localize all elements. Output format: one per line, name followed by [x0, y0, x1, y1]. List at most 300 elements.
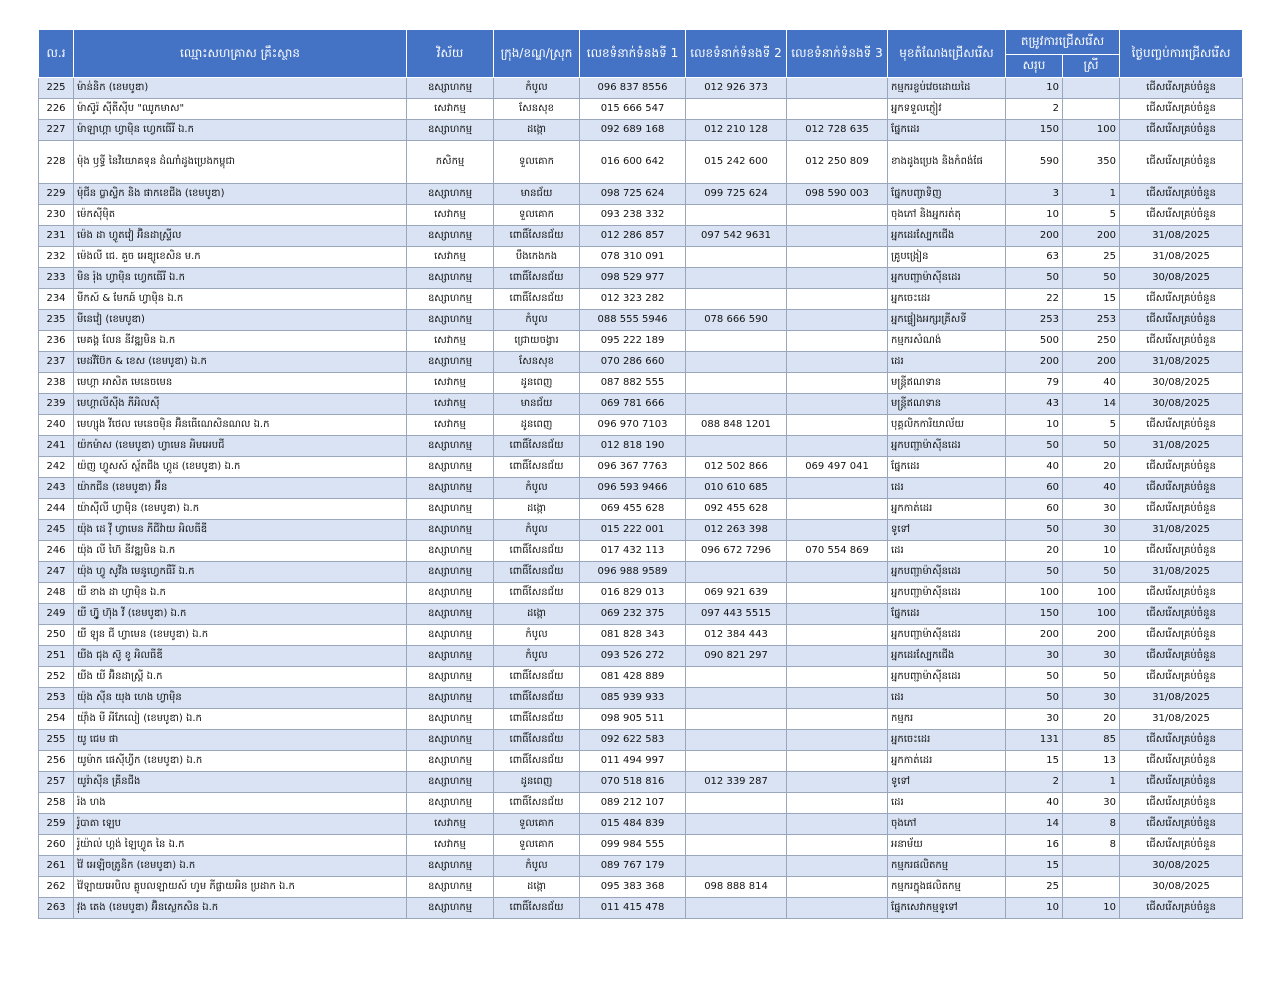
- cell-total: 2: [1006, 772, 1063, 793]
- cell-deadline: 31/08/2025: [1120, 688, 1243, 709]
- cell-no: 237: [39, 352, 74, 373]
- table-row: [39, 352, 1243, 373]
- table-row: [39, 184, 1243, 205]
- cell-phone-1: 016 829 013: [580, 583, 686, 604]
- cell-no: 228: [39, 141, 74, 184]
- cell-phone-2: [686, 835, 787, 856]
- cell-district: បឹងកេងកង: [494, 247, 580, 268]
- cell-position: អ្នកបញ្ជាម៉ាស៊ីនដេរ: [888, 562, 1006, 583]
- cell-phone-2: 098 888 814: [686, 877, 787, 898]
- header-total: សរុប: [1006, 55, 1063, 78]
- cell-sector: ឧស្សាហកម្ម: [407, 457, 494, 478]
- cell-position: ផ្នែកសេវាកម្មទូទៅ: [888, 898, 1006, 919]
- cell-position: ទូទៅ: [888, 520, 1006, 541]
- cell-deadline: 31/08/2025: [1120, 247, 1243, 268]
- cell-female: 50: [1063, 667, 1120, 688]
- cell-female: 10: [1063, 898, 1120, 919]
- cell-no: 227: [39, 120, 74, 141]
- header-district: ក្រុង/ខណ្ឌ/ស្រុក: [494, 30, 580, 78]
- cell-phone-3: [787, 436, 888, 457]
- cell-phone-1: 089 767 179: [580, 856, 686, 877]
- cell-phone-3: 012 250 809: [787, 141, 888, 184]
- cell-position: កម្មករផលិតកម្ម: [888, 856, 1006, 877]
- cell-phone-1: 096 988 9589: [580, 562, 686, 583]
- cell-phone-2: 088 848 1201: [686, 415, 787, 436]
- cell-female: 10: [1063, 541, 1120, 562]
- cell-district: កំបូល: [494, 310, 580, 331]
- cell-company-name: ម៉េងលី ជេ. គួច អេឌ្យូខេសិន ម.ក: [74, 247, 407, 268]
- cell-sector: សេវាកម្ម: [407, 99, 494, 120]
- cell-deadline: ជើសរើសគ្រប់ចំនួន: [1120, 120, 1243, 141]
- cell-sector: ឧស្សាហកម្ម: [407, 898, 494, 919]
- cell-phone-2: [686, 268, 787, 289]
- cell-phone-2: 092 455 628: [686, 499, 787, 520]
- cell-phone-3: [787, 373, 888, 394]
- table-row: [39, 730, 1243, 751]
- cell-deadline: 31/08/2025: [1120, 352, 1243, 373]
- cell-position: កម្មករ: [888, 709, 1006, 730]
- cell-no: 241: [39, 436, 74, 457]
- cell-position: ផ្នែកដេរ: [888, 604, 1006, 625]
- cell-sector: សេវាកម្ម: [407, 331, 494, 352]
- cell-no: 225: [39, 78, 74, 99]
- cell-phone-1: 069 781 666: [580, 394, 686, 415]
- cell-position: ចុងភៅ និងអ្នករត់តុ: [888, 205, 1006, 226]
- cell-phone-1: 092 689 168: [580, 120, 686, 141]
- cell-total: 50: [1006, 688, 1063, 709]
- cell-phone-3: 012 728 635: [787, 120, 888, 141]
- table-row: [39, 436, 1243, 457]
- cell-female: 100: [1063, 604, 1120, 625]
- table-row: [39, 268, 1243, 289]
- cell-company-name: មេហ្គាលីស៊ីង ភីអិលស៊ី: [74, 394, 407, 415]
- cell-female: 200: [1063, 226, 1120, 247]
- cell-phone-1: 069 232 375: [580, 604, 686, 625]
- cell-district: ពោធិ៍សែនជ័យ: [494, 751, 580, 772]
- cell-phone-3: [787, 99, 888, 120]
- cell-deadline: 31/08/2025: [1120, 436, 1243, 457]
- cell-total: 253: [1006, 310, 1063, 331]
- cell-phone-2: [686, 793, 787, 814]
- cell-no: 239: [39, 394, 74, 415]
- cell-total: 10: [1006, 898, 1063, 919]
- cell-phone-2: [686, 352, 787, 373]
- cell-phone-3: [787, 898, 888, 919]
- cell-phone-3: [787, 562, 888, 583]
- cell-position: អ្នកបញ្ជាម៉ាស៊ីនដេរ: [888, 667, 1006, 688]
- table-body: [39, 78, 1243, 919]
- cell-phone-2: [686, 394, 787, 415]
- table-row: [39, 141, 1243, 184]
- cell-company-name: យី ខាង ដា ហ្វាម៉ិន ឯ.ក: [74, 583, 407, 604]
- cell-deadline: 30/08/2025: [1120, 373, 1243, 394]
- cell-total: 16: [1006, 835, 1063, 856]
- cell-deadline: ជើសរើសគ្រប់ចំនួន: [1120, 499, 1243, 520]
- cell-no: 258: [39, 793, 74, 814]
- cell-deadline: ជើសរើសគ្រប់ចំនួន: [1120, 625, 1243, 646]
- cell-position: ផ្នែកដេរ: [888, 120, 1006, 141]
- cell-phone-1: 070 286 660: [580, 352, 686, 373]
- cell-phone-1: 012 323 282: [580, 289, 686, 310]
- cell-company-name: មេហ្គា អាសិត មេនេចមេន: [74, 373, 407, 394]
- cell-position: អ្នកបញ្ជាម៉ាស៊ីនដេរ: [888, 583, 1006, 604]
- cell-female: [1063, 99, 1120, 120]
- cell-district: ពោធិ៍សែនជ័យ: [494, 898, 580, 919]
- header-company-name: ឈ្មោះសហគ្រាស គ្រឹះស្ថាន: [74, 30, 407, 78]
- cell-no: 255: [39, 730, 74, 751]
- table-row: [39, 394, 1243, 415]
- cell-female: 50: [1063, 436, 1120, 457]
- table-row: [39, 646, 1243, 667]
- header-sector: វិស័យ: [407, 30, 494, 78]
- cell-phone-2: [686, 898, 787, 919]
- table-row: [39, 205, 1243, 226]
- cell-female: 8: [1063, 835, 1120, 856]
- cell-phone-2: 012 339 287: [686, 772, 787, 793]
- cell-total: 50: [1006, 520, 1063, 541]
- header-female: ស្រី: [1063, 55, 1120, 78]
- cell-district: កំបូល: [494, 856, 580, 877]
- cell-total: 150: [1006, 120, 1063, 141]
- cell-sector: ឧស្សាហកម្ម: [407, 877, 494, 898]
- cell-total: 10: [1006, 415, 1063, 436]
- cell-district: កំបូល: [494, 520, 580, 541]
- cell-total: 50: [1006, 268, 1063, 289]
- cell-no: 226: [39, 99, 74, 120]
- cell-phone-2: 069 921 639: [686, 583, 787, 604]
- cell-sector: សេវាកម្ម: [407, 835, 494, 856]
- table-row: [39, 562, 1243, 583]
- cell-no: 232: [39, 247, 74, 268]
- cell-phone-3: [787, 478, 888, 499]
- cell-phone-3: [787, 268, 888, 289]
- cell-phone-3: [787, 814, 888, 835]
- cell-no: 259: [39, 814, 74, 835]
- cell-deadline: ជើសរើសគ្រប់ចំនួន: [1120, 667, 1243, 688]
- cell-position: អនាម័យ: [888, 835, 1006, 856]
- cell-position: មន្ត្រីឥណទាន: [888, 373, 1006, 394]
- cell-deadline: ជើសរើសគ្រប់ចំនួន: [1120, 478, 1243, 499]
- table-row: [39, 120, 1243, 141]
- cell-deadline: ជើសរើសគ្រប់ចំនួន: [1120, 415, 1243, 436]
- cell-phone-1: 081 428 889: [580, 667, 686, 688]
- cell-phone-1: 095 222 189: [580, 331, 686, 352]
- cell-sector: ឧស្សាហកម្ម: [407, 436, 494, 457]
- cell-deadline: ជើសរើសគ្រប់ចំនួន: [1120, 289, 1243, 310]
- cell-female: 350: [1063, 141, 1120, 184]
- cell-total: 10: [1006, 205, 1063, 226]
- cell-female: 5: [1063, 205, 1120, 226]
- cell-total: 50: [1006, 436, 1063, 457]
- cell-phone-3: [787, 625, 888, 646]
- cell-phone-2: 097 542 9631: [686, 226, 787, 247]
- cell-deadline: 31/08/2025: [1120, 226, 1243, 247]
- cell-total: 200: [1006, 226, 1063, 247]
- cell-phone-3: [787, 856, 888, 877]
- cell-female: 50: [1063, 562, 1120, 583]
- cell-no: 233: [39, 268, 74, 289]
- cell-no: 263: [39, 898, 74, 919]
- cell-position: កម្មករសំណង់: [888, 331, 1006, 352]
- cell-company-name: យូ ជេម ផា: [74, 730, 407, 751]
- cell-no: 244: [39, 499, 74, 520]
- cell-district: សែនសុខ: [494, 99, 580, 120]
- table-row: [39, 877, 1243, 898]
- cell-phone-1: 089 212 107: [580, 793, 686, 814]
- cell-female: 40: [1063, 478, 1120, 499]
- table-row: [39, 373, 1243, 394]
- cell-company-name: មីនេវៀ (ខេមបូឌា): [74, 310, 407, 331]
- cell-phone-2: [686, 856, 787, 877]
- cell-phone-1: 017 432 113: [580, 541, 686, 562]
- table-row: [39, 78, 1243, 99]
- cell-no: 250: [39, 625, 74, 646]
- cell-phone-1: 012 818 190: [580, 436, 686, 457]
- cell-no: 254: [39, 709, 74, 730]
- cell-position: អ្នកកាត់ដេរ: [888, 751, 1006, 772]
- cell-position: អ្នកកាត់ដេរ: [888, 499, 1006, 520]
- cell-deadline: 31/08/2025: [1120, 709, 1243, 730]
- cell-district: ទួលគោក: [494, 835, 580, 856]
- table-row: [39, 247, 1243, 268]
- cell-company-name: ម៉េង ដា ហ្វូតវៀ អ៊ិនដាស្ទ្រីល: [74, 226, 407, 247]
- cell-no: 245: [39, 520, 74, 541]
- cell-female: [1063, 856, 1120, 877]
- cell-district: ពោធិ៍សែនជ័យ: [494, 436, 580, 457]
- cell-no: 249: [39, 604, 74, 625]
- cell-no: 238: [39, 373, 74, 394]
- cell-phone-2: 090 821 297: [686, 646, 787, 667]
- cell-deadline: ជើសរើសគ្រប់ចំនួន: [1120, 793, 1243, 814]
- cell-sector: ឧស្សាហកម្ម: [407, 478, 494, 499]
- cell-total: 50: [1006, 667, 1063, 688]
- cell-female: 15: [1063, 289, 1120, 310]
- cell-phone-1: 098 529 977: [580, 268, 686, 289]
- cell-company-name: យ៉កម៉ាស (ខេមបូឌា) ហ្វាមេន អិមអេបជី: [74, 436, 407, 457]
- cell-phone-2: [686, 688, 787, 709]
- cell-sector: សេវាកម្ម: [407, 814, 494, 835]
- cell-no: 235: [39, 310, 74, 331]
- cell-female: 30: [1063, 499, 1120, 520]
- cell-phone-2: [686, 562, 787, 583]
- cell-company-name: ម៉ុង ឫទ្ធី នៃវិយោគទុន ដំណាំដូងប្រេងកម្ពុជា: [74, 141, 407, 184]
- cell-phone-2: 012 502 866: [686, 457, 787, 478]
- cell-company-name: យ៉ុង ហ្វូ សូវីង មេនូហ្វេកធឺរី ឯ.ក: [74, 562, 407, 583]
- cell-company-name: យី ឡុន ជី ហ្វាមេន (ខេមបូឌា) ឯ.ក: [74, 625, 407, 646]
- cell-phone-2: 012 210 128: [686, 120, 787, 141]
- cell-sector: សេវាកម្ម: [407, 205, 494, 226]
- cell-total: 10: [1006, 78, 1063, 99]
- table-row: [39, 289, 1243, 310]
- cell-deadline: ជើសរើសគ្រប់ចំនួន: [1120, 184, 1243, 205]
- cell-sector: ឧស្សាហកម្ម: [407, 751, 494, 772]
- cell-female: 200: [1063, 352, 1120, 373]
- cell-total: 150: [1006, 604, 1063, 625]
- cell-phone-2: 078 666 590: [686, 310, 787, 331]
- cell-position: អ្នកចេះដេរ: [888, 289, 1006, 310]
- cell-sector: ឧស្សាហកម្ម: [407, 562, 494, 583]
- cell-total: 15: [1006, 751, 1063, 772]
- cell-district: ពោធិ៍សែនជ័យ: [494, 688, 580, 709]
- cell-phone-1: 098 725 624: [580, 184, 686, 205]
- cell-company-name: យ៉ុង ដេ វ៉ី ហ្វាមេន ភីជីវ៉ាយ អិលធីឌី: [74, 520, 407, 541]
- cell-phone-1: 098 905 511: [580, 709, 686, 730]
- cell-position: ដេរ: [888, 688, 1006, 709]
- cell-total: 22: [1006, 289, 1063, 310]
- cell-phone-1: 011 494 997: [580, 751, 686, 772]
- cell-phone-1: 099 984 555: [580, 835, 686, 856]
- cell-female: 20: [1063, 709, 1120, 730]
- cell-sector: ឧស្សាហកម្ម: [407, 709, 494, 730]
- cell-position: ដេរ: [888, 541, 1006, 562]
- cell-district: មានជ័យ: [494, 184, 580, 205]
- cell-no: 231: [39, 226, 74, 247]
- cell-total: 60: [1006, 499, 1063, 520]
- cell-female: 50: [1063, 268, 1120, 289]
- cell-phone-1: 069 455 628: [580, 499, 686, 520]
- table-row: [39, 688, 1243, 709]
- cell-position: បុគ្គលិកការិយាល័យ: [888, 415, 1006, 436]
- cell-phone-1: 078 310 091: [580, 247, 686, 268]
- cell-female: 100: [1063, 583, 1120, 604]
- cell-company-name: យ៉ាស៊ីលី ហ្វាម៉ិន (ខេមបូឌា) ឯ.ក: [74, 499, 407, 520]
- cell-phone-2: [686, 436, 787, 457]
- cell-phone-2: [686, 751, 787, 772]
- cell-position: ផ្នែកដេរ: [888, 457, 1006, 478]
- header-phone-2: លេខទំនាក់ទំនងទី 2: [686, 30, 787, 78]
- cell-no: 243: [39, 478, 74, 499]
- cell-total: 60: [1006, 478, 1063, 499]
- cell-phone-3: [787, 205, 888, 226]
- table-row: [39, 856, 1243, 877]
- cell-deadline: 31/08/2025: [1120, 520, 1243, 541]
- cell-sector: ឧស្សាហកម្ម: [407, 856, 494, 877]
- cell-company-name: រ៉ូយ៉ាល់ ហ្គង់ ឡៃហ្វូត នៃ ឯ.ក: [74, 835, 407, 856]
- table-row: [39, 751, 1243, 772]
- cell-female: 5: [1063, 415, 1120, 436]
- cell-phone-2: [686, 247, 787, 268]
- cell-phone-1: 093 238 332: [580, 205, 686, 226]
- cell-phone-1: 085 939 933: [580, 688, 686, 709]
- cell-sector: ឧស្សាហកម្ម: [407, 604, 494, 625]
- cell-district: ពោធិ៍សែនជ័យ: [494, 730, 580, 751]
- cell-position: ចុងភៅ: [888, 814, 1006, 835]
- cell-no: 257: [39, 772, 74, 793]
- cell-company-name: មិន រ៉ុង ហ្វាម៉ិន ហ្វេកធើរី ឯ.ក: [74, 268, 407, 289]
- cell-no: 236: [39, 331, 74, 352]
- cell-phone-3: [787, 730, 888, 751]
- cell-position: អ្នកបញ្ជាម៉ាស៊ីនដេរ: [888, 268, 1006, 289]
- jobs-table: [38, 29, 1243, 919]
- cell-sector: សេវាកម្ម: [407, 373, 494, 394]
- header-no: ល.រ: [39, 30, 74, 78]
- cell-phone-1: 096 837 8556: [580, 78, 686, 99]
- cell-phone-1: 096 367 7763: [580, 457, 686, 478]
- cell-sector: ឧស្សាហកម្ម: [407, 730, 494, 751]
- cell-position: មន្ត្រីឥណទាន: [888, 394, 1006, 415]
- cell-no: 247: [39, 562, 74, 583]
- cell-no: 246: [39, 541, 74, 562]
- cell-no: 262: [39, 877, 74, 898]
- cell-sector: កសិកម្ម: [407, 141, 494, 184]
- cell-district: ពោធិ៍សែនជ័យ: [494, 268, 580, 289]
- cell-company-name: រ៉ង ហង: [74, 793, 407, 814]
- cell-company-name: យ៉ញ ហ្វូសស៍ ស្ព័តជីង ហ្គូដ (ខេមបូឌា) ឯ.ក: [74, 457, 407, 478]
- cell-position: ដេរ: [888, 793, 1006, 814]
- cell-phone-2: 012 926 373: [686, 78, 787, 99]
- cell-female: 250: [1063, 331, 1120, 352]
- cell-no: 261: [39, 856, 74, 877]
- cell-female: 100: [1063, 120, 1120, 141]
- cell-company-name: យូរ៉ាស៊ីន គ្រីនជីង: [74, 772, 407, 793]
- cell-phone-3: [787, 835, 888, 856]
- table-row: [39, 520, 1243, 541]
- cell-position: អ្នកបញ្ជាម៉ាស៊ីនដេរ: [888, 625, 1006, 646]
- cell-district: ពោធិ៍សែនជ័យ: [494, 583, 580, 604]
- cell-phone-2: [686, 814, 787, 835]
- cell-phone-2: 010 610 685: [686, 478, 787, 499]
- cell-sector: ឧស្សាហកម្ម: [407, 120, 494, 141]
- cell-phone-2: 097 443 5515: [686, 604, 787, 625]
- cell-phone-3: [787, 310, 888, 331]
- cell-total: 63: [1006, 247, 1063, 268]
- cell-phone-1: 016 600 642: [580, 141, 686, 184]
- cell-female: 8: [1063, 814, 1120, 835]
- cell-district: ដង្កោ: [494, 604, 580, 625]
- cell-phone-1: 093 526 272: [580, 646, 686, 667]
- cell-female: 200: [1063, 625, 1120, 646]
- cell-total: 25: [1006, 877, 1063, 898]
- table-row: [39, 709, 1243, 730]
- cell-female: [1063, 78, 1120, 99]
- cell-company-name: ម៉េកស៊ីម៉ិត: [74, 205, 407, 226]
- cell-phone-1: 015 484 839: [580, 814, 686, 835]
- table-row: [39, 835, 1243, 856]
- cell-district: ដូនពេញ: [494, 373, 580, 394]
- cell-female: 85: [1063, 730, 1120, 751]
- cell-phone-3: 098 590 003: [787, 184, 888, 205]
- cell-company-name: យីង ជុង ស៊ូ ខូ អិលធីឌី: [74, 646, 407, 667]
- table-row: [39, 772, 1243, 793]
- cell-phone-1: 096 593 9466: [580, 478, 686, 499]
- cell-total: 20: [1006, 541, 1063, 562]
- cell-female: 30: [1063, 646, 1120, 667]
- cell-phone-3: [787, 331, 888, 352]
- cell-position: អ្នកចេះដេរ: [888, 730, 1006, 751]
- cell-district: ដង្កោ: [494, 120, 580, 141]
- cell-position: ទូទៅ: [888, 772, 1006, 793]
- cell-district: កំបូល: [494, 78, 580, 99]
- cell-district: ពោធិ៍សែនជ័យ: [494, 457, 580, 478]
- cell-sector: ឧស្សាហកម្ម: [407, 520, 494, 541]
- cell-company-name: ម៉ាន់និក (ខេមបូឌា): [74, 78, 407, 99]
- cell-deadline: ជើសរើសគ្រប់ចំនួន: [1120, 646, 1243, 667]
- cell-no: 234: [39, 289, 74, 310]
- cell-position: ដេរ: [888, 478, 1006, 499]
- cell-deadline: ជើសរើសគ្រប់ចំនួន: [1120, 814, 1243, 835]
- cell-total: 43: [1006, 394, 1063, 415]
- cell-sector: ឧស្សាហកម្ម: [407, 289, 494, 310]
- table-row: [39, 625, 1243, 646]
- cell-district: ពោធិ៍សែនជ័យ: [494, 562, 580, 583]
- header-phone-1: លេខទំនាក់ទំនងទី 1: [580, 30, 686, 78]
- cell-position: អ្នកដេរស្បែកជើង: [888, 646, 1006, 667]
- table-row: [39, 499, 1243, 520]
- cell-phone-2: [686, 205, 787, 226]
- cell-female: 14: [1063, 394, 1120, 415]
- cell-phone-3: [787, 667, 888, 688]
- cell-company-name: វ៉ៃឡាយអេបិល គ្លូបលឡាយស៍ ហូម ភីផ្លាយអិន ប្រដាក ឯ.ក: [74, 877, 407, 898]
